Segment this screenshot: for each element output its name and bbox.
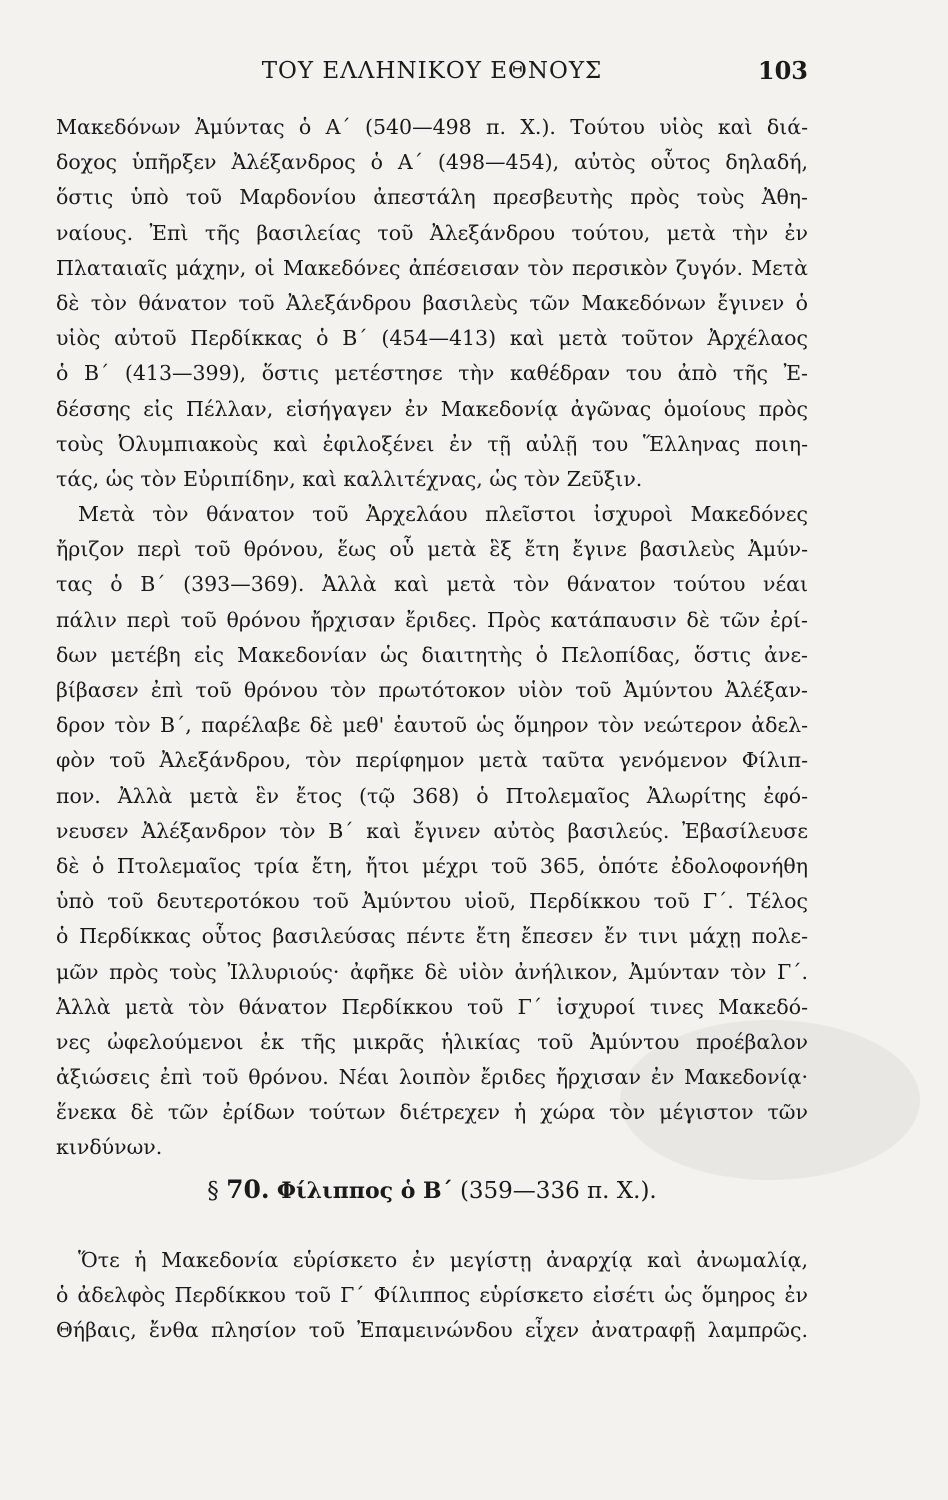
text-line: μῶν πρὸς τοὺς Ἰλλυριούς· ἀφῆκε δὲ υἱὸν ἀνήλικον, Ἀμύνταν τὸν Γ΄.: [56, 959, 808, 984]
section-heading: [56, 1170, 808, 1210]
page-number: 103: [757, 56, 808, 85]
text-line: Μακεδόνων Ἀμύντας ὁ Α΄ (540—498 π. Χ.). Τούτου υἱὸς καὶ διά-: [56, 115, 808, 139]
section-title: Φίλιππος ὁ Β΄: [276, 1178, 453, 1204]
text-line: βίβασεν ἐπὶ τοῦ θρόνου τὸν πρωτότοκον υἱὸν τοῦ Ἀμύντου Ἀλέξαν-: [56, 678, 808, 702]
text-line: δρον τὸν Β΄, παρέλαβε δὲ μεθ' ἑαυτοῦ ὡς ὅμηρον τὸν νεώτερον ἀδελ-: [56, 713, 808, 738]
running-head: [56, 52, 808, 92]
text-line: Πλαταιαῖς μάχην, οἱ Μακεδόνες ἀπέσεισαν τὸν περσικὸν ζυγόν. Μετὰ: [56, 255, 808, 280]
text-line: ἀξιώσεις ἐπὶ τοῦ θρόνου. Νέαι λοιπὸν ἔριδες ἤρχισαν ἐν Μακεδονίᾳ·: [56, 1065, 808, 1090]
text-line: νες ὠφελούμενοι ἐκ τῆς μικρᾶς ἡλικίας τοῦ Ἀμύντου προέβαλον: [56, 1029, 808, 1054]
paragraph: [56, 497, 808, 1166]
text-line: Ὅτε ἡ Μακεδονία εὑρίσκετο ἐν μεγίστῃ ἀναρχίᾳ καὶ ἀνωμαλίᾳ,: [78, 1248, 808, 1272]
text-line: ναίους. Ἐπὶ τῆς βασιλείας τοῦ Ἀλεξάνδρου τούτου, μετὰ τὴν ἐν: [56, 220, 808, 245]
section-dates: (359—336 π. Χ.).: [459, 1178, 657, 1204]
text-line: ἕνεκα δὲ τῶν ἐρίδων τούτων διέτρεχεν ἡ χώρα τὸν μέγιστον τῶν: [56, 1100, 808, 1125]
text-line: πάλιν περὶ τοῦ θρόνου ἤρχισαν ἔριδες. Πρὸς κατάπαυσιν δὲ τῶν ἐρί-: [56, 607, 808, 632]
paragraph: [56, 110, 808, 497]
text-line: υἱὸς αὐτοῦ Περδίκκας ὁ Β΄ (454—413) καὶ μετὰ τοῦτον Ἀρχέλαος: [56, 326, 808, 351]
text-line: τάς, ὡς τὸν Εὐριπίδην, καὶ καλλιτέχνας, ὡς τὸν Ζεῦξιν.: [56, 466, 643, 491]
section-number: 70.: [226, 1175, 270, 1204]
text-line: Θήβαις, ἔνθα πλησίον τοῦ Ἐπαμεινώνδου εἶχεν ἀνατραφῇ λαμπρῶς.: [56, 1318, 808, 1343]
section-text: [56, 1243, 808, 1349]
text-line: ὁ Περδίκκας οὗτος βασιλεύσας πέντε ἔτη ἔπεσεν ἔν τινι μάχῃ πολε-: [56, 924, 808, 949]
text-line: νευσεν Ἀλέξανδρον τὸν Β΄ καὶ ἔγινεν αὐτὸς βασιλεύς. Ἐβασίλευσε: [56, 818, 808, 843]
running-title: ΤΟΥ ΕΛΛΗΝΙΚΟΥ ΕΘΝΟΥΣ: [261, 58, 603, 84]
text-line: φὸν τοῦ Ἀλεξάνδρου, τὸν περίφημον μετὰ ταῦτα γενόμενον Φίλιπ-: [56, 748, 808, 773]
section-symbol: §: [207, 1178, 219, 1204]
main-text: [56, 110, 808, 1166]
text-line: ὁ ἀδελφὸς Περδίκκου τοῦ Γ΄ Φίλιππος εὑρίσκετο εἰσέτι ὡς ὅμηρος ἐν: [56, 1283, 808, 1308]
text-line: δὲ τὸν θάνατον τοῦ Ἀλεξάνδρου βασιλεὺς τῶν Μακεδόνων ἔγινεν ὁ: [56, 290, 808, 315]
text-line: δοχος ὑπῆρξεν Ἀλέξανδρος ὁ Α΄ (498—454), αὐτὸς οὗτος δηλαδή,: [56, 150, 808, 175]
text-line: Ἀλλὰ μετὰ τὸν θάνατον Περδίκκου τοῦ Γ΄ ἰσχυροί τινες Μακεδό-: [56, 994, 808, 1019]
text-line: δέσσης εἰς Πέλλαν, εἰσήγαγεν ἐν Μακεδονίᾳ ἀγῶνας ὁμοίους πρὸς: [56, 396, 808, 421]
text-line: τοὺς Ὀλυμπιακοὺς καὶ ἐφιλοξένει ἐν τῇ αὐλῇ του Ἕλληνας ποιη-: [56, 431, 808, 456]
text-line: ὑπὸ τοῦ δευτεροτόκου τοῦ Ἀμύντου υἱοῦ, Περδίκκου τοῦ Γ΄. Τέλος: [56, 889, 808, 914]
text-line: ὁ Β΄ (413—399), ὅστις μετέστησε τὴν καθέδραν του ἀπὸ τῆς Ἐ-: [56, 361, 808, 386]
text-line: πον. Ἀλλὰ μετὰ ἓν ἔτος (τῷ 368) ὁ Πτολεμαῖος Ἀλωρίτης ἐφό-: [56, 783, 808, 808]
text-line: τας ὁ Β΄ (393—369). Ἀλλὰ καὶ μετὰ τὸν θάνατον τούτου νέαι: [56, 572, 808, 597]
text-line: ἤριζον περὶ τοῦ θρόνου, ἕως οὗ μετὰ ἓξ ἔτη ἔγινε βασιλεὺς Ἀμύν-: [56, 537, 808, 562]
text-line: δὲ ὁ Πτολεμαῖος τρία ἔτη, ἤτοι μέχρι τοῦ 365, ὁπότε ἐδολοφονήθη: [56, 853, 808, 878]
text-line: Μετὰ τὸν θάνατον τοῦ Ἀρχελάου πλεῖστοι ἰσχυροὶ Μακεδόνες: [78, 502, 808, 527]
text-line: ὅστις ὑπὸ τοῦ Μαρδονίου ἀπεστάλη πρεσβευτὴς πρὸς τοὺς Ἀθη-: [56, 185, 808, 210]
text-line: κινδύνων.: [56, 1135, 163, 1160]
text-line: δων μετέβη εἰς Μακεδονίαν ὡς διαιτητὴς ὁ Πελοπίδας, ὅστις ἀνε-: [56, 642, 808, 667]
